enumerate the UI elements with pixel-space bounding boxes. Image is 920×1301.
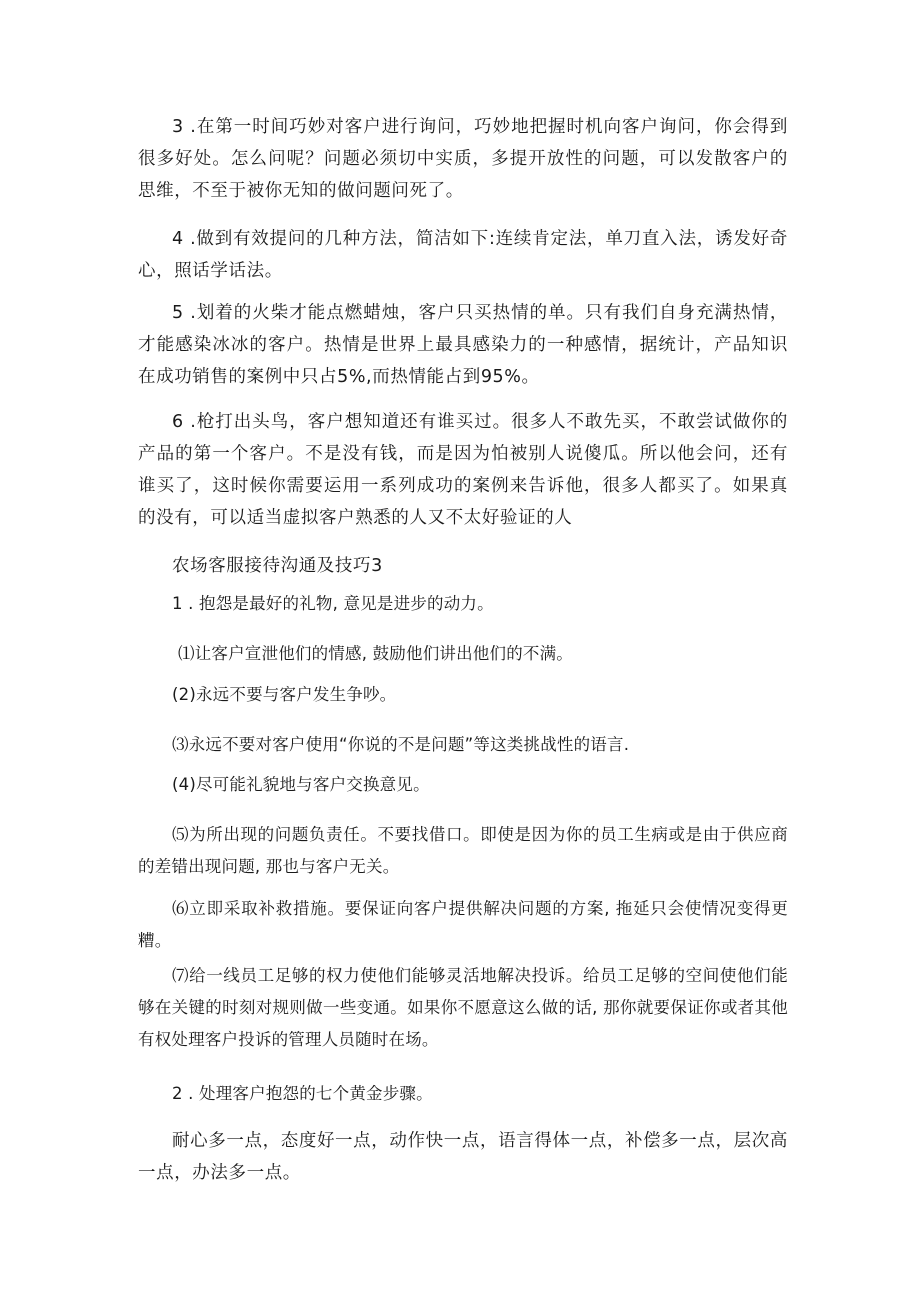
paragraph-tip-6: 6 .枪打出头鸟，客户想知道还有谁买过。很多人不敢先买，不敢尝试做你的产品的第一个客户。不是没有钱，而是因为怕被别人说傻瓜。所以他会问，还有谁买了，这时候你需要运用一系列成功的案例来告诉他，很多人都买了。如果真的没有，可以适当虚拟客户熟悉的人又不太好验证的人 [138, 412, 788, 528]
paragraph-summary: 耐心多一点，态度好一点，动作快一点，语言得体一点，补偿多一点，层次高一点，办法多一点。 [138, 1131, 788, 1183]
paragraph-item-3: ⑶永远不要对客户使用“你说的不是问题”等这类挑战性的语言. [172, 735, 630, 754]
paragraph-tip-5: 5 .划着的火柴才能点燃蜡烛，客户只买热情的单。只有我们自身充满热情，才能感染冰冰的客户。热情是世界上最具感染力的一种感情，据统计，产品知识在成功销售的案例中只占5%,而热情能占到95%。 [138, 303, 788, 387]
paragraph-item-2: (2)永远不要与客户发生争吵。 [172, 685, 397, 704]
paragraph-item-7: ⑺给一线员工足够的权力使他们能够灵活地解决投诉。给员工足够的空间使他们能够在关键的时刻对规则做一些变通。如果你不愿意这么做的话, 那你就要保证你或者其他有权处理客户投诉的管理人员随时在场。 [138, 966, 788, 1049]
section-heading: 农场客服接待沟通及技巧3 [172, 556, 383, 576]
paragraph-item-6: ⑹立即采取补救措施。要保证向客户提供解决问题的方案, 拖延只会使情况变得更糟。 [138, 899, 788, 950]
paragraph-point-2: 2 . 处理客户抱怨的七个黄金步骤。 [172, 1084, 433, 1103]
paragraph-tip-3: 3 .在第一时间巧妙对客户进行询问，巧妙地把握时机向客户询问，你会得到很多好处。怎么问呢？问题必须切中实质，多提开放性的问题，可以发散客户的思维，不至于被你无知的做问题问死了。 [138, 117, 788, 201]
paragraph-item-5: ⑸为所出现的问题负责任。不要找借口。即使是因为你的员工生病或是由于供应商的差错出现问题, 那也与客户无关。 [138, 825, 788, 876]
paragraph-tip-4: 4 .做到有效提问的几种方法，简洁如下:连续肯定法，单刀直入法，诱发好奇心，照话学话法。 [138, 229, 788, 281]
paragraph-point-1: 1 . 抱怨是最好的礼物, 意见是进步的动力。 [172, 594, 494, 613]
paragraph-item-1: ⑴让客户宣泄他们的情感, 鼓励他们讲出他们的不满。 [178, 644, 573, 663]
paragraph-item-4: (4)尽可能礼貌地与客户交换意见。 [172, 775, 430, 794]
